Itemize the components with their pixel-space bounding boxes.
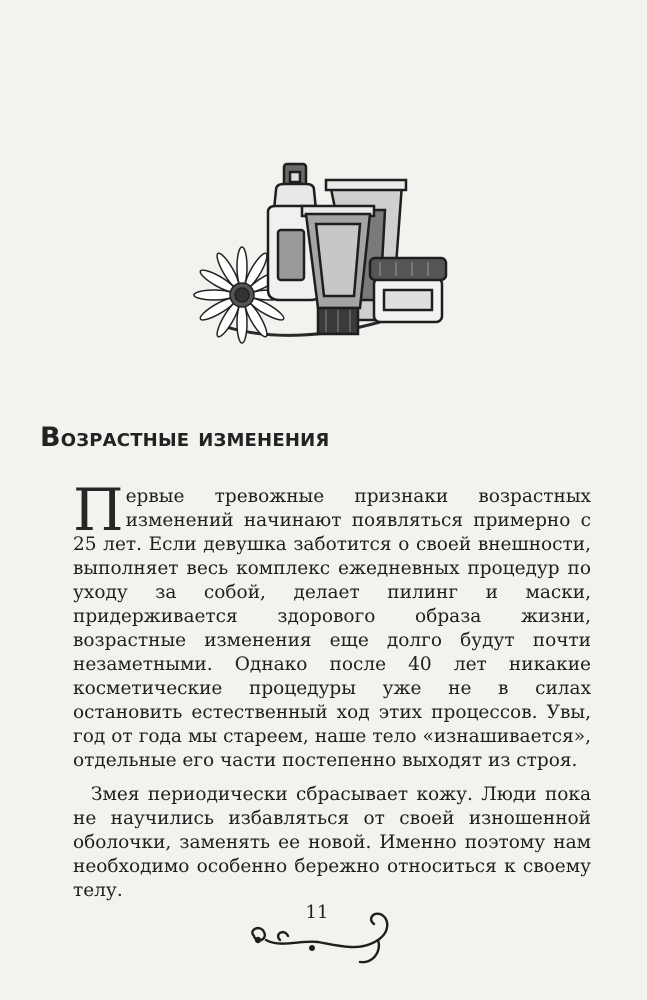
body-text (73, 476, 591, 903)
page-footer (240, 902, 400, 972)
drop-cap: П (73, 476, 124, 544)
paragraph-2: Змея периодически сбрасывает кожу. Люди пока не научились избавляться от своей изношенной оболочки, заменять ее новой. Именно поэтому нам необходимо особенно бережно относиться к своему телу. (73, 784, 591, 901)
section-heading (40, 422, 329, 453)
paragraph-1-text: ервые тревожные признаки возрастных изменений начинают появляться примерно с 25 лет. Если девушка заботится о своей внешности, выполняет весь комплекс ежедневных процедур по уходу за собой, делает пилинг и маски, придерживается здорового образа жизни, возрастные изменения еще долго будут почти незаметными. Однако после 40 лет никакие косметические процедуры уже не в силах остановить естественный ход этих процессов. Увы, год от года мы стареем, наше тело «изнашивается», отдельные его части постепенно выходят из строя. (73, 486, 591, 771)
page-number: 11 (305, 902, 329, 923)
heading-rest: озрастные изменения (60, 423, 330, 452)
paragraph-1 (73, 476, 591, 773)
heading-capital: В (40, 422, 61, 453)
cosmetics-with-flower-icon (180, 150, 470, 350)
